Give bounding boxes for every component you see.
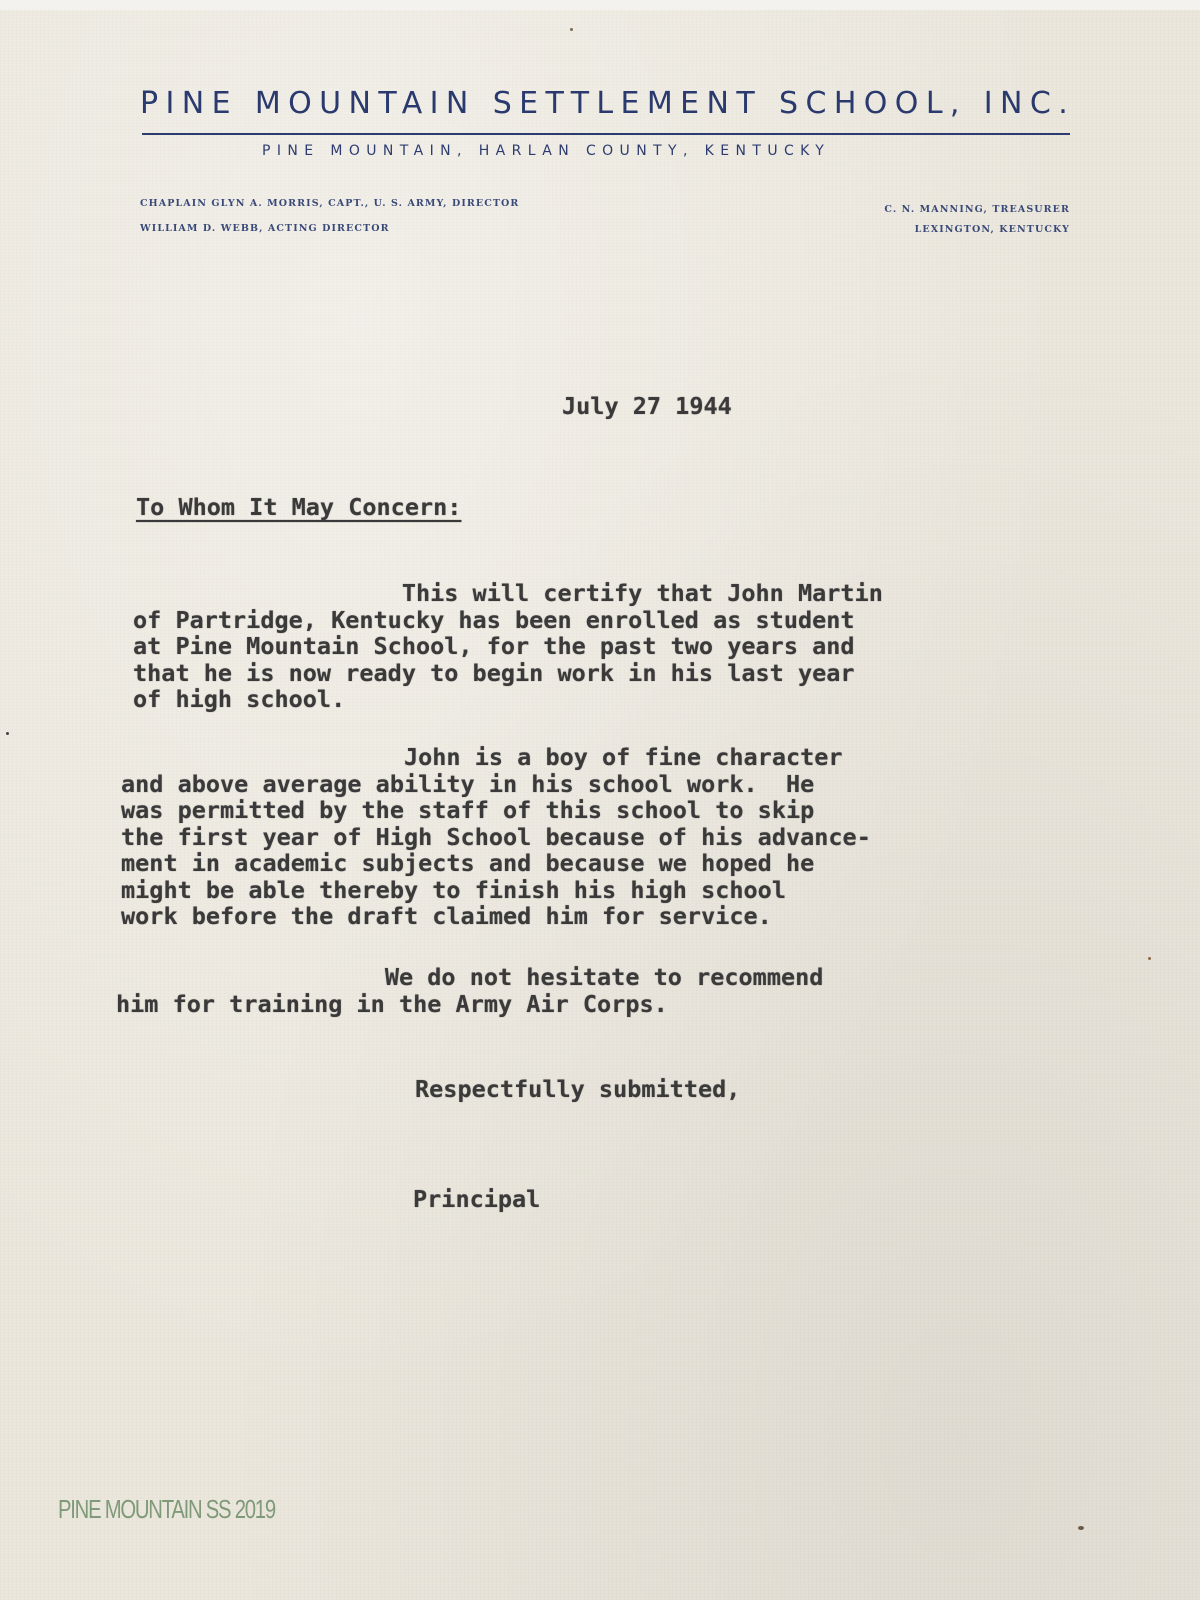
letterhead-treasurer-location: LEXINGTON, KENTUCKY [914,224,1070,235]
letterhead-acting-director: WILLIAM D. WEBB, ACTING DIRECTOR [140,223,390,234]
letter-paragraph-1: This will certify that John Martin of Partridge, Kentucky has been enrolled as student at Pine Mountain School, for the past two years and that he is now ready to begin work in his last year of high school. [133,579,883,713]
letter-paragraph-2: John is a boy of fine character and above average ability in his school work. He was permitted by the staff of this school to skip the first year of High School because of his advance- ment in academic subjects and because we hoped he might be able thereby to finish his high school work before the draft claimed him for service. [121,743,871,930]
letterhead-rule [142,133,1070,135]
letter-signer-title: Principal [413,1185,541,1213]
letter-salutation: To Whom It May Concern: [136,493,462,521]
letter-paragraph-3: We do not hesitate to recommend him for training in the Army Air Corps. [116,963,824,1018]
letterhead-director: CHAPLAIN GLYN A. MORRIS, CAPT., U. S. ARMY, DIRECTOR [140,198,520,209]
paper-speck [1148,957,1151,960]
letterhead-location: PINE MOUNTAIN, HARLAN COUNTY, KENTUCKY [262,143,831,159]
letter-date: July 27 1944 [562,392,732,420]
paper-top-edge [0,0,1200,10]
letterhead-organization: PINE MOUNTAIN SETTLEMENT SCHOOL, INC. [140,86,1076,121]
paper-speck [1078,1526,1084,1530]
paper-speck [6,732,9,735]
letterhead-treasurer: C. N. MANNING, TREASURER [884,204,1070,215]
paper-speck [570,28,573,31]
archive-watermark: PINE MOUNTAIN SS 2019 [58,1494,275,1524]
letter-closing: Respectfully submitted, [415,1075,741,1103]
